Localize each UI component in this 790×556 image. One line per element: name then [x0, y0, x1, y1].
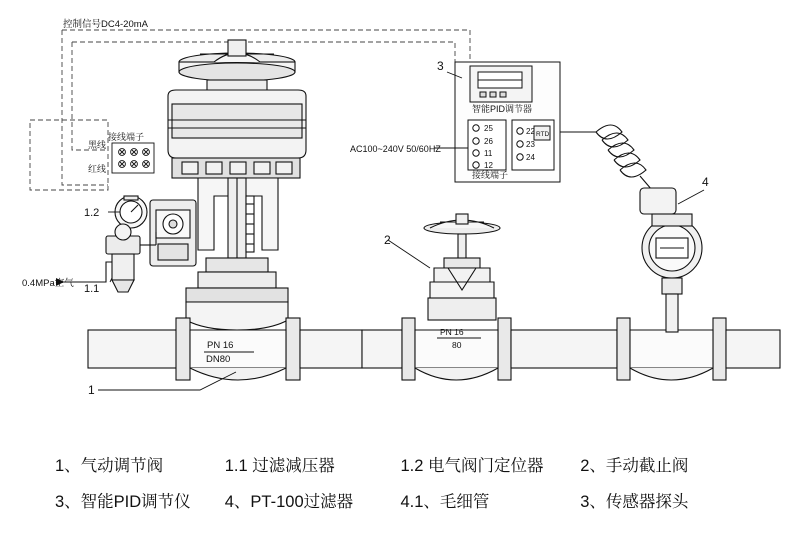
legend-item-4: 4、PT-100过滤器 — [224, 493, 354, 511]
legend-item-1-1: 1.1 过滤减压器 — [224, 457, 335, 475]
terminal-26: 26 — [484, 137, 493, 146]
rtd-label: RTD — [536, 131, 550, 138]
callout-4: 4 — [702, 175, 709, 189]
legend-row — [55, 492, 750, 512]
power-supply-label: AC100~240V 50/60HZ — [350, 144, 441, 154]
control-signal-label: 控制信号DC4-20mA — [63, 19, 148, 30]
manual-stop-valve — [424, 214, 500, 320]
terminal-right-label: 接线端子 — [472, 170, 509, 180]
terminal-25: 25 — [484, 124, 493, 133]
temperature-sensor-head — [640, 188, 702, 332]
legend-item-3: 3、智能PID调节仪 — [55, 493, 191, 511]
valve1-tag-pn: PN 16 — [207, 340, 234, 351]
pid-controller-panel — [455, 62, 560, 182]
pid-controller-label: 智能PID调节器 — [472, 104, 533, 114]
callout-1-2: 1.2 — [84, 207, 100, 219]
valve1-tag-dn: DN80 — [206, 354, 231, 365]
terminal-22: 22 — [526, 127, 535, 136]
legend-row — [55, 456, 750, 476]
legend-item-4-1: 4.1、毛细管 — [400, 493, 490, 511]
terminal-11: 11 — [484, 149, 493, 158]
valve2-tag-dn: 80 — [452, 340, 462, 350]
red-wire-label: 红线 — [88, 164, 107, 174]
air-supply-label: 0.4MPa空气 — [22, 278, 74, 289]
callout-1-1: 1.1 — [84, 283, 100, 295]
callout-1: 1 — [88, 383, 95, 397]
capillary-tube — [560, 125, 652, 190]
terminal-left-label: 接线端子 — [108, 132, 145, 142]
legend-item-3-sensor: 3、传感器探头 — [580, 493, 689, 511]
legend-item-2: 2、手动截止阀 — [580, 457, 689, 475]
terminal-12: 12 — [484, 161, 493, 170]
legend — [0, 438, 790, 556]
black-wire-label: 黑线 — [88, 140, 107, 150]
terminal-23: 23 — [526, 140, 535, 149]
callout-2: 2 — [384, 233, 391, 247]
callout-3: 3 — [437, 59, 444, 73]
valve2-tag-pn: PN 16 — [440, 327, 464, 337]
legend-item-1-2: 1.2 电气阀门定位器 — [400, 457, 544, 475]
legend-item-1: 1、气动调节阀 — [55, 457, 164, 475]
terminal-24: 24 — [526, 153, 535, 162]
left-terminal-block — [112, 143, 154, 173]
